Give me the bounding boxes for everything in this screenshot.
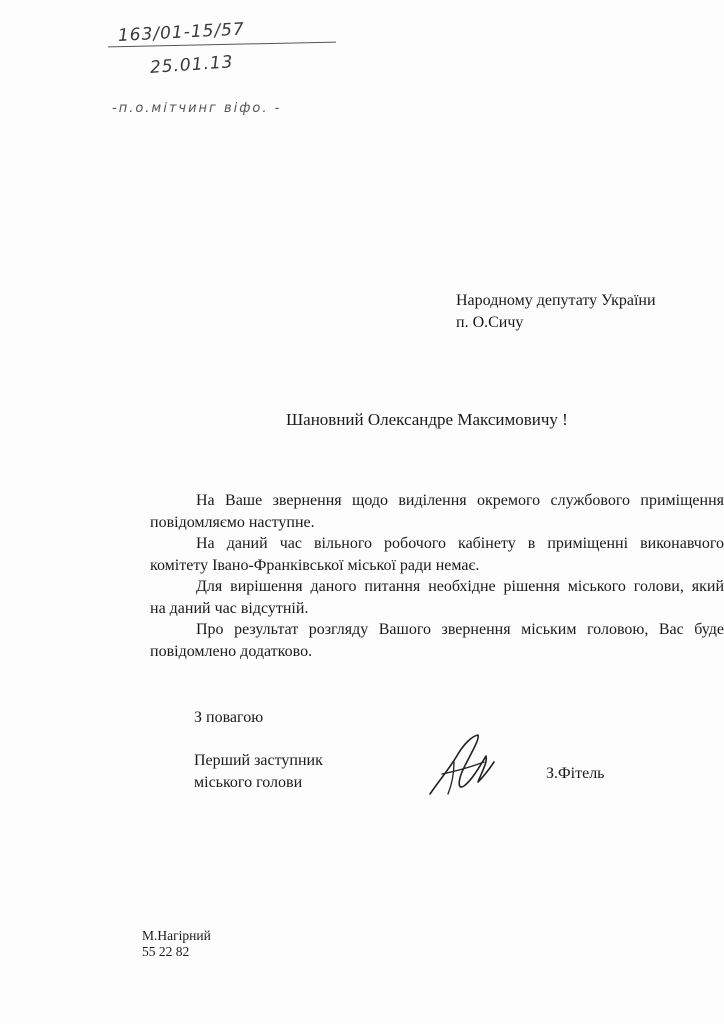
addressee-line-2: п. О.Сичу	[456, 314, 524, 331]
executor-phone: 55 22 82	[142, 944, 190, 959]
salutation-text: Шановний Олександре Максимовичу !	[286, 410, 568, 429]
signer-name: З.Фітель	[546, 765, 605, 782]
executor-block	[142, 928, 211, 960]
paragraph-1-line-2: повідомляємо наступне.	[150, 513, 315, 531]
paragraph-3-line-1: Для вирішення даного питання необхідне рішення міського голови, який	[196, 578, 724, 595]
paragraph-3-line-2: на даний час відсутній.	[150, 599, 309, 617]
signer-title	[194, 750, 323, 794]
signer-title-line-2: міського голови	[194, 774, 303, 791]
paragraph-4-line-1: Про результат розгляду Вашого звернення міським головою, Вас буде	[196, 621, 724, 638]
paragraph-2	[150, 533, 724, 576]
closing: З повагою	[194, 709, 264, 726]
handwritten-signature-icon	[428, 732, 498, 800]
paragraph-4	[150, 619, 724, 662]
paragraph-1-line-1: На Ваше звернення щодо виділення окремого службового приміщення	[196, 492, 724, 509]
executor-name: М.Нагірний	[142, 928, 211, 943]
handwritten-registration-number: 163/01-15/57	[117, 19, 246, 46]
paragraph-4-line-2: повідомлено додатково.	[150, 642, 313, 660]
addressee-line-1: Народному депутату України	[456, 292, 656, 309]
paragraph-2-line-2: комітету Івано-Франківської міської ради немає.	[150, 556, 480, 574]
handwritten-note: -п.о.мітчинг віфо. -	[112, 101, 282, 116]
paragraph-2-line-1: На даний час вільного робочого кабінету в приміщенні виконавчого	[196, 535, 724, 552]
letter-body	[150, 490, 724, 662]
addressee-block	[456, 290, 656, 334]
signer-title-line-1: Перший заступник	[194, 752, 323, 769]
paragraph-1	[150, 490, 724, 533]
paragraph-3	[150, 576, 724, 619]
handwritten-registration-date: 25.01.13	[149, 52, 235, 78]
